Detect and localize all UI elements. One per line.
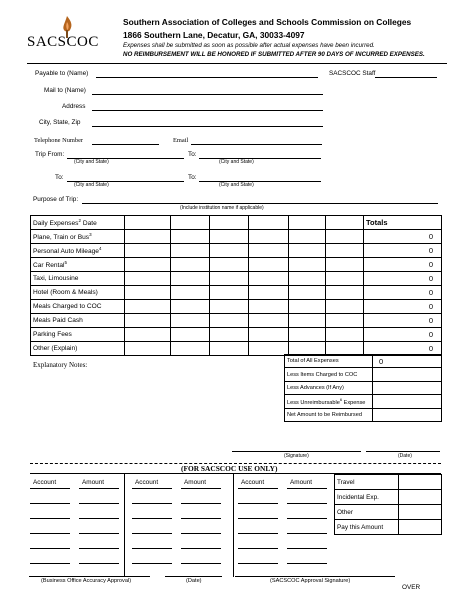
column-header-underline [181, 488, 221, 489]
account-field[interactable] [132, 548, 172, 549]
expense-amount-cell[interactable] [171, 342, 210, 356]
expense-amount-cell[interactable] [125, 244, 171, 258]
amount-field[interactable] [181, 548, 221, 549]
column-header-underline [287, 488, 327, 489]
amount-field[interactable] [79, 518, 119, 519]
expense-amount-cell[interactable] [171, 328, 210, 342]
expense-amount-cell[interactable] [125, 286, 171, 300]
purpose-label: Purpose of Trip: [33, 196, 79, 203]
summary-value[interactable] [373, 395, 442, 408]
date-cell[interactable] [326, 216, 364, 230]
expense-amount-cell[interactable] [171, 258, 210, 272]
expense-amount-cell[interactable] [249, 258, 289, 272]
account-field[interactable] [132, 533, 172, 534]
deadline-warning: NO REIMBURSEMENT WILL BE HONORED IF SUBMITTED AFTER 90 DAYS OF INCURRED EXPENSES. [123, 51, 425, 58]
explanatory-notes-label: Explanatory Notes: [33, 361, 88, 369]
submission-note: Expenses shall be submitted as soon as possible after actual expenses have been incurred. [123, 42, 375, 49]
amount-field[interactable] [79, 533, 119, 534]
expense-row [31, 258, 442, 272]
logo [27, 22, 115, 52]
expense-label: Personal Auto Mileage$^4$ [31, 244, 125, 258]
expense-row [31, 328, 442, 342]
address-field[interactable] [92, 110, 323, 111]
expense-amount-cell[interactable] [210, 258, 249, 272]
account-field[interactable] [30, 503, 70, 504]
amount-field[interactable] [287, 548, 327, 549]
expense-amount-cell[interactable] [171, 300, 210, 314]
expense-amount-cell[interactable] [289, 328, 326, 342]
account-field[interactable] [132, 503, 172, 504]
date-cell[interactable] [125, 216, 171, 230]
over-label: OVER [402, 584, 421, 591]
summary-value[interactable]: 0 [373, 355, 442, 368]
expense-amount-cell[interactable] [289, 230, 326, 244]
expense-label: Car Rental$^5$ [31, 258, 125, 272]
email-field[interactable] [191, 144, 322, 145]
approval-signature-caption: (SACSCOC Approval Signature) [270, 578, 351, 584]
account-field[interactable] [238, 503, 278, 504]
expense-amount-cell[interactable] [210, 230, 249, 244]
expense-amount-cell[interactable] [171, 230, 210, 244]
account-field[interactable] [132, 518, 172, 519]
expense-row [31, 300, 442, 314]
expense-amount-cell[interactable] [289, 300, 326, 314]
expense-label: Parking Fees [31, 328, 125, 342]
expense-total: 0 [364, 300, 442, 314]
expense-total: 0 [364, 314, 442, 328]
trip-from-label: Trip From: [35, 151, 65, 158]
trip-to-field[interactable] [199, 158, 321, 159]
expense-amount-cell[interactable] [171, 272, 210, 286]
amount-header: Amount [82, 479, 105, 486]
expense-amount-cell[interactable] [249, 272, 289, 286]
account-field[interactable] [238, 533, 278, 534]
daily-expenses-header: Daily Expenses$^2$ Date [31, 216, 125, 230]
expense-amount-cell[interactable] [125, 230, 171, 244]
account-field[interactable] [238, 548, 278, 549]
column-header-underline [238, 488, 278, 489]
office-use-title: (FOR SACSCOC USE ONLY) [178, 464, 280, 473]
signature-field[interactable] [232, 451, 361, 452]
expense-total: 0 [364, 258, 442, 272]
payable-to-label: Payable to (Name) [35, 70, 89, 77]
office-summary-value[interactable] [399, 520, 442, 535]
account-field[interactable] [238, 563, 278, 564]
summary-value[interactable] [373, 408, 442, 421]
expense-amount-cell[interactable] [326, 230, 364, 244]
account-field[interactable] [238, 518, 278, 519]
amount-field[interactable] [287, 503, 327, 504]
expense-amount-cell[interactable] [171, 314, 210, 328]
expense-total: 0 [364, 328, 442, 342]
summary-label: Total of All Expenses [285, 355, 373, 368]
date-cell[interactable] [171, 216, 210, 230]
telephone-field[interactable] [92, 144, 159, 145]
expense-amount-cell[interactable] [210, 342, 249, 356]
expense-amount-cell[interactable] [289, 286, 326, 300]
summary-row [285, 368, 442, 381]
expense-amount-cell[interactable] [326, 286, 364, 300]
expense-row [31, 244, 442, 258]
account-field[interactable] [30, 548, 70, 549]
expense-amount-cell[interactable] [289, 244, 326, 258]
city-state-zip-field[interactable] [92, 126, 323, 127]
expense-amount-cell[interactable] [326, 244, 364, 258]
expense-total: 0 [364, 272, 442, 286]
account-field[interactable] [30, 533, 70, 534]
amount-field[interactable] [287, 533, 327, 534]
expense-table [30, 215, 442, 356]
amount-field[interactable] [181, 503, 221, 504]
expense-amount-cell[interactable] [249, 300, 289, 314]
expense-label: Meals Charged to COC [31, 300, 125, 314]
column-divider [124, 473, 125, 577]
org-address: 1866 Southern Lane, Decatur, GA, 30033-4097 [123, 30, 305, 40]
amount-field[interactable] [181, 533, 221, 534]
approval-signature-field[interactable] [235, 576, 395, 577]
summary-row [285, 395, 442, 408]
expense-amount-cell[interactable] [171, 244, 210, 258]
leg2-from-label: To: [55, 174, 64, 181]
expense-amount-cell[interactable] [125, 300, 171, 314]
expense-amount-cell[interactable] [171, 286, 210, 300]
amount-header: Amount [290, 479, 313, 486]
expense-label: Meals Paid Cash [31, 314, 125, 328]
expense-row [31, 272, 442, 286]
expense-amount-cell[interactable] [289, 272, 326, 286]
office-summary-row [335, 520, 442, 535]
expense-label: Other (Explain) [31, 342, 125, 356]
office-summary-row [335, 490, 442, 505]
city-state-zip-label: City, State, Zip [39, 119, 81, 126]
account-field[interactable] [132, 563, 172, 564]
expense-total: 0 [364, 244, 442, 258]
email-label: Email [173, 137, 189, 144]
expense-amount-cell[interactable] [210, 244, 249, 258]
sacscoc-staff-field[interactable] [375, 77, 437, 78]
office-summary-row [335, 475, 442, 490]
expense-amount-cell[interactable] [326, 272, 364, 286]
expense-amount-cell[interactable] [125, 328, 171, 342]
address-label: Address [62, 103, 86, 110]
expense-amount-cell[interactable] [125, 258, 171, 272]
column-header-underline [132, 488, 172, 489]
office-summary-label: Other [335, 505, 399, 520]
summary-label: Less Advances (If Any) [285, 381, 373, 394]
account-header: Account [241, 479, 265, 486]
expense-amount-cell[interactable] [289, 258, 326, 272]
expense-amount-cell[interactable] [125, 342, 171, 356]
expense-row [31, 230, 442, 244]
purpose-hint: (Include institution name if applicable) [180, 205, 264, 211]
summary-label: Less Items Charged to COC [285, 368, 373, 381]
telephone-label: Telephone Number [34, 137, 84, 144]
trip-from-hint: (City and State) [74, 159, 109, 165]
column-header-underline [30, 488, 70, 489]
expense-amount-cell[interactable] [210, 300, 249, 314]
account-field[interactable] [30, 518, 70, 519]
signature-date-field[interactable] [366, 451, 440, 452]
office-summary-label: Travel [335, 475, 399, 490]
summary-row [285, 408, 442, 421]
expense-amount-cell[interactable] [249, 286, 289, 300]
column-header-underline [79, 488, 119, 489]
summary-value[interactable] [373, 368, 442, 381]
purpose-field[interactable] [82, 203, 438, 204]
summary-table [284, 354, 442, 422]
payable-to-field[interactable] [96, 77, 318, 78]
expense-total: 0 [364, 286, 442, 300]
office-summary-value[interactable] [399, 490, 442, 505]
expense-amount-cell[interactable] [125, 314, 171, 328]
sacscoc-staff-label: SACSCOC Staff [329, 70, 376, 77]
amount-field[interactable] [287, 563, 327, 564]
expense-amount-cell[interactable] [289, 314, 326, 328]
expense-amount-cell[interactable] [249, 244, 289, 258]
expense-row [31, 286, 442, 300]
business-office-field[interactable] [29, 576, 150, 577]
signature-caption: (Signature) [284, 453, 309, 459]
expense-amount-cell[interactable] [210, 314, 249, 328]
expense-total: 0 [364, 342, 442, 356]
account-header: Account [135, 479, 159, 486]
date-cell[interactable] [249, 216, 289, 230]
expense-amount-cell[interactable] [249, 230, 289, 244]
header-divider [27, 63, 447, 64]
expense-total: 0 [364, 230, 442, 244]
expense-amount-cell[interactable] [326, 300, 364, 314]
office-summary-value[interactable] [399, 505, 442, 520]
expense-amount-cell[interactable] [249, 314, 289, 328]
amount-field[interactable] [287, 518, 327, 519]
office-date-caption: (Date) [186, 578, 202, 584]
leg2-to-field[interactable] [199, 181, 321, 182]
expense-amount-cell[interactable] [125, 272, 171, 286]
summary-label: Less Unreimbursable$^6$ Expense [285, 395, 373, 408]
leg2-to-label: To: [188, 174, 197, 181]
expense-row [31, 314, 442, 328]
expense-amount-cell[interactable] [249, 328, 289, 342]
office-summary-table [334, 474, 442, 535]
expense-label: Plane, Train or Bus$^3$ [31, 230, 125, 244]
expense-amount-cell[interactable] [326, 328, 364, 342]
date-cell[interactable] [289, 216, 326, 230]
expense-amount-cell[interactable] [210, 328, 249, 342]
totals-header: Totals [364, 216, 442, 230]
expense-label: Taxi, Limousine [31, 272, 125, 286]
account-field[interactable] [30, 563, 70, 564]
business-office-caption: (Business Office Accuracy Approval) [41, 578, 132, 584]
leg2-to-hint: (City and State) [219, 182, 254, 188]
expense-amount-cell[interactable] [210, 272, 249, 286]
date-cell[interactable] [210, 216, 249, 230]
expense-amount-cell[interactable] [210, 286, 249, 300]
mail-to-label: Mail to (Name) [44, 87, 86, 94]
leg2-from-hint: (City and State) [74, 182, 109, 188]
summary-label: Net Amount to be Reimbursed [285, 408, 373, 421]
expense-label: Hotel (Room & Meals) [31, 286, 125, 300]
office-summary-value[interactable] [399, 475, 442, 490]
column-divider [233, 473, 234, 577]
logo-text: SACSCOC [27, 34, 99, 50]
amount-field[interactable] [181, 518, 221, 519]
expense-amount-cell[interactable] [249, 342, 289, 356]
mail-to-field[interactable] [92, 94, 323, 95]
office-summary-label: Pay this Amount [335, 520, 399, 535]
amount-field[interactable] [79, 548, 119, 549]
expense-header-row [31, 216, 442, 230]
trip-to-label: To: [188, 151, 197, 158]
account-header: Account [33, 479, 57, 486]
summary-value[interactable] [373, 381, 442, 394]
summary-row [285, 381, 442, 394]
amount-field[interactable] [79, 503, 119, 504]
expense-amount-cell[interactable] [326, 314, 364, 328]
trip-to-hint: (City and State) [219, 159, 254, 165]
amount-field[interactable] [79, 563, 119, 564]
summary-row [285, 355, 442, 368]
signature-date-caption: (Date) [398, 453, 412, 459]
amount-header: Amount [184, 479, 207, 486]
org-name: Southern Association of Colleges and Schools Commission on Colleges [123, 17, 412, 27]
office-summary-label: Incidental Exp. [335, 490, 399, 505]
office-summary-row [335, 505, 442, 520]
office-date-field[interactable] [165, 576, 222, 577]
amount-field[interactable] [181, 563, 221, 564]
expense-amount-cell[interactable] [326, 258, 364, 272]
